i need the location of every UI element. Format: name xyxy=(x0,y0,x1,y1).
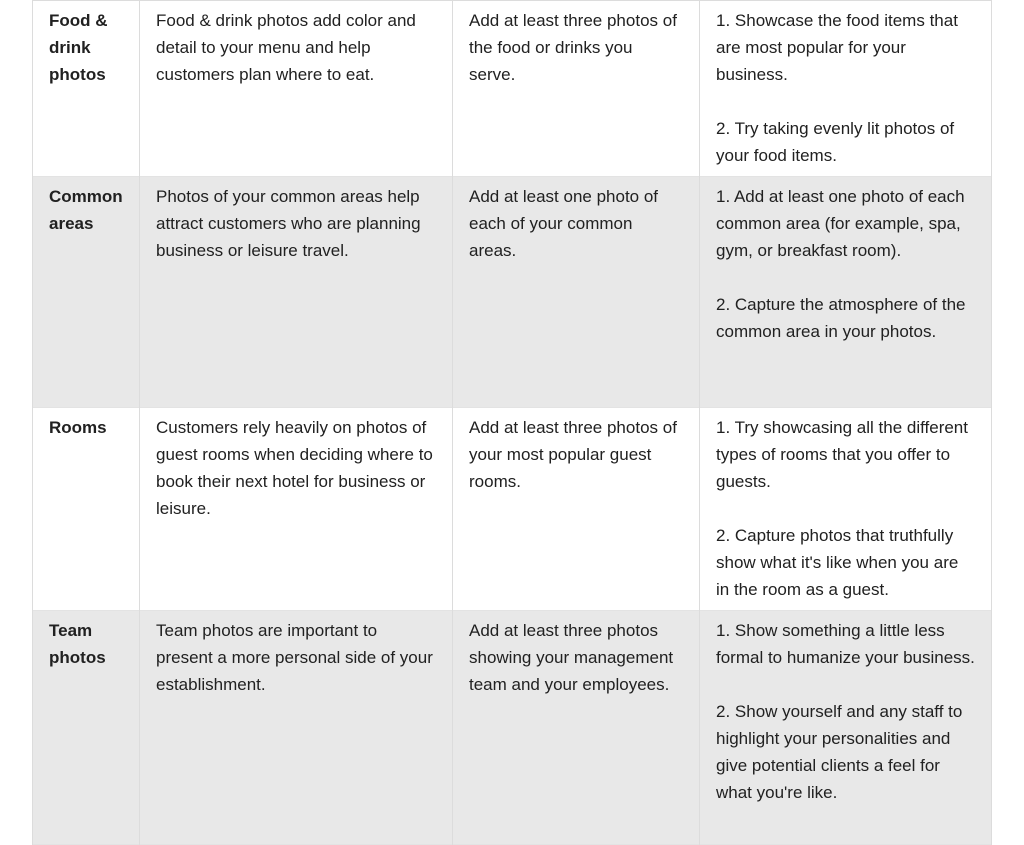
tip-text: 1. Show something a little less formal to humanize your business. xyxy=(716,621,975,667)
tips-cell xyxy=(700,177,992,408)
table-row-team-photos xyxy=(33,611,992,845)
description-cell: Customers rely heavily on photos of guest rooms when deciding where to book their next hotel for business or leisure. xyxy=(140,408,453,611)
tip-text: 2. Show yourself and any staff to highlight your personalities and give potential clients a feel for what you're like. xyxy=(716,702,963,802)
requirement-cell: Add at least three photos of your most popular guest rooms. xyxy=(453,408,700,611)
category-cell: Common areas xyxy=(33,177,140,408)
tips-cell xyxy=(700,611,992,845)
category-cell: Team photos xyxy=(33,611,140,845)
tip-text: 2. Capture the atmosphere of the common area in your photos. xyxy=(716,295,966,341)
tip-text: 1. Add at least one photo of each common area (for example, spa, gym, or breakfast room). xyxy=(716,187,965,260)
description-cell: Team photos are important to present a more personal side of your establishment. xyxy=(140,611,453,845)
category-cell: Food & drink photos xyxy=(33,1,140,177)
description-cell: Food & drink photos add color and detail to your menu and help customers plan where to eat. xyxy=(140,1,453,177)
table-row-common-areas xyxy=(33,177,992,408)
requirement-cell: Add at least three photos of the food or drinks you serve. xyxy=(453,1,700,177)
tips-cell xyxy=(700,1,992,177)
photo-guidelines-table xyxy=(32,0,992,845)
requirement-cell: Add at least one photo of each of your common areas. xyxy=(453,177,700,408)
category-cell: Rooms xyxy=(33,408,140,611)
table-row-food-drink xyxy=(33,1,992,177)
tip-text: 2. Capture photos that truthfully show what it's like when you are in the room as a guest. xyxy=(716,526,959,599)
description-cell: Photos of your common areas help attract customers who are planning business or leisure travel. xyxy=(140,177,453,408)
tip-text: 1. Showcase the food items that are most popular for your business. xyxy=(716,11,958,84)
table-row-rooms xyxy=(33,408,992,611)
tip-text: 2. Try taking evenly lit photos of your food items. xyxy=(716,119,955,165)
tip-text: 1. Try showcasing all the different types of rooms that you offer to guests. xyxy=(716,418,968,491)
tips-cell xyxy=(700,408,992,611)
requirement-cell: Add at least three photos showing your management team and your employees. xyxy=(453,611,700,845)
